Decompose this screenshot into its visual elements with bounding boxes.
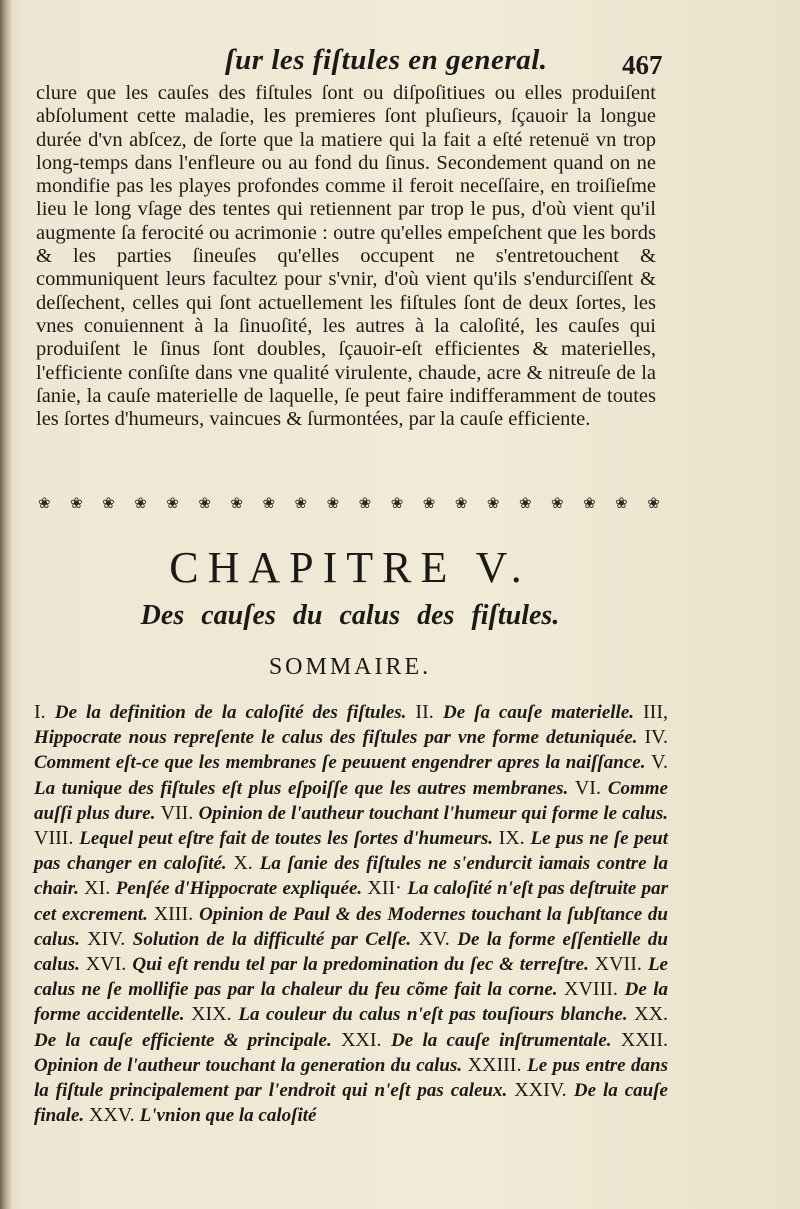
- sommaire-item-number: III,: [643, 701, 668, 723]
- sommaire-item-text: Comment eſt-ce que les membranes ſe peuuent engendrer apres la naiſſance.: [34, 752, 652, 774]
- sommaire-item-number: VI.: [574, 776, 608, 799]
- sommaire-item-text: L'vnion que la caloſité: [139, 1105, 317, 1127]
- sommaire-item-text: De la cauſe inſtrumentale.: [391, 1029, 621, 1051]
- fleuron-ornament: ❀: [198, 494, 211, 512]
- sommaire-item-text: De la definition de la caloſité des fiſtules.: [54, 702, 416, 723]
- sommaire-item-number: XIII.: [153, 902, 200, 925]
- sommaire-item-number: XI.: [84, 877, 116, 900]
- sommaire-item-text: De la cauſe efficiente & principale.: [34, 1029, 341, 1051]
- sommaire-item-text: Opinion de Paul & des Modernes touchant la ſubſtance du calus.: [34, 903, 668, 950]
- sommaire-item-number: X.: [233, 852, 260, 875]
- sommaire-item-number: V.: [651, 751, 668, 774]
- sommaire-item-number: XVI.: [85, 953, 133, 976]
- sommaire-item-text: De la cauſe finale.: [34, 1080, 668, 1127]
- fleuron-ornament: ❀: [166, 494, 179, 512]
- sommaire-item-text: La caloſité n'eſt pas deſtruite par cet excrement.: [34, 878, 668, 925]
- ornamental-rule: [38, 494, 660, 512]
- fleuron-ornament: ❀: [38, 494, 51, 512]
- sommaire-item-text: De la forme accidentelle.: [34, 979, 669, 1026]
- fleuron-ornament: ❀: [134, 494, 147, 512]
- sommaire-item-text: Opinion de l'autheur touchant l'humeur qui forme le calus.: [198, 802, 669, 824]
- fleuron-ornament: ❀: [390, 494, 404, 512]
- sommaire-item-number: II.: [415, 701, 443, 723]
- sommaire-item-number: I.: [34, 701, 55, 723]
- page-header: [0, 44, 800, 84]
- sommaire-item-text: Hippocrate nous repreſente le calus des fiſtules par vne forme detuniquée.: [34, 727, 645, 749]
- sommaire-item-number: XII·: [367, 877, 408, 900]
- fleuron-ornament: ❀: [326, 494, 340, 512]
- page-number: 467: [622, 50, 663, 80]
- body-paragraph: clure que les cauſes des fiſtules ſont ou diſpoſitiues ou elles produiſent abſolument cette maladie, les premieres ſont pluſieurs, ſçauoir la longue durée d'vn abſcez, de ſorte que la matiere qui la fait a eſté retenuë vn trop long-temps dans l'enfleure ou au fond du ſinus. Secondement quand on ne mondifie pas les playes profondes comme il feroit neceſſaire, en troiſieſme lieu le long vſage des tentes qui retiennent par trop le pus, d'où vient qu'il augmente ſa ferocité ou acrimonie : outre qu'elles empeſchent que les bords & les parties ſineuſes qu'elles occupent ne s'entretouchent & communiquent leurs facultez pour s'vnir, d'où vient qu'ils s'endurciſſent & deſſechent, celles qui ſont actuellement les fiſtules ſont de deux ſortes, les vnes conuiennent à la ſinuoſité, les autres à la caloſité, les cauſes qui produiſent le ſinus ſont doubles, ſçauoir-eſt efficientes & materielles, l'efficiente conſiſte dans vne qualité virulente, chaude, acre & nitreuſe de la ſanie, la cauſe materielle de laquelle, ſe peut faire indifferamment de toutes les ſortes d'humeurs, vaincues & ſurmontées, par la cauſe efficiente.: [36, 82, 656, 431]
- sommaire-heading: SOMMAIRE.: [268, 654, 432, 680]
- sommaire-item-number: XX.: [634, 1003, 669, 1026]
- sommaire-item-number: IV.: [644, 726, 668, 749]
- fleuron-ornament: ❀: [583, 494, 596, 512]
- sommaire-item-number: XVII.: [594, 953, 648, 976]
- sommaire-item-text: Le calus ne ſe mollifie pas par la chaleur du feu cõme fait la corne.: [34, 954, 668, 1001]
- sommaire-item-text: Penſée d'Hippocrate expliquée.: [115, 878, 368, 900]
- sommaire-item-text: Lequel peut eſtre fait de toutes les ſortes d'humeurs.: [79, 828, 499, 850]
- sommaire-item-number: XXII.: [620, 1028, 668, 1051]
- sommaire-item-text: La ſanie des fiſtules ne s'endurcit iamais contre la chair.: [34, 853, 668, 900]
- sommaire-item-number: VIII.: [34, 827, 80, 850]
- sommaire-item-number: XXV.: [88, 1104, 140, 1127]
- sommaire-item-text: Solution de la difficulté par Celſe.: [132, 928, 419, 950]
- sommaire-item-text: La couleur du calus n'eſt pas touſiours blanche.: [238, 1004, 635, 1026]
- running-head: ſur les fiſtules en general.: [225, 44, 548, 76]
- fleuron-ornament: ❀: [358, 494, 372, 512]
- fleuron-ornament: ❀: [294, 494, 308, 512]
- sommaire-list: [34, 700, 668, 1128]
- fleuron-ornament: ❀: [551, 494, 564, 512]
- sommaire-item-text: De la forme eſſentielle du calus.: [34, 928, 668, 976]
- sommaire-item-text: Qui eſt rendu tel par la predomination du ſec & terreſtre.: [132, 954, 595, 976]
- sommaire-item-number: IX.: [498, 827, 531, 850]
- sommaire-item-number: XVIII.: [564, 978, 625, 1001]
- fleuron-ornament: ❀: [454, 494, 468, 512]
- fleuron-ornament: ❀: [70, 494, 83, 512]
- sommaire-item-text: Le pus ne ſe peut pas changer en caloſité.: [34, 828, 668, 875]
- sommaire-item-number: XV.: [418, 927, 458, 950]
- sommaire-item-text: La tunique des fiſtules eſt plus eſpoiſſe que les autres membranes.: [34, 777, 575, 799]
- chapter-title: CHAPITRE V.: [169, 543, 531, 592]
- fleuron-ornament: ❀: [262, 494, 276, 512]
- sommaire-item-text: Le pus entre dans la fiſtule principalement par l'endroit qui n'eſt pas caleux.: [34, 1054, 669, 1102]
- fleuron-ornament: ❀: [647, 494, 660, 512]
- fleuron-ornament: ❀: [102, 494, 115, 512]
- body-text-block: [36, 82, 656, 431]
- fleuron-ornament: ❀: [486, 494, 500, 512]
- fleuron-ornament: ❀: [615, 494, 628, 512]
- sommaire-item-number: XXIII.: [467, 1053, 528, 1076]
- sommaire-item-number: XIV.: [87, 927, 133, 950]
- fleuron-ornament: ❀: [422, 494, 436, 512]
- sommaire-item-text: Opinion de l'autheur touchant la generation du calus.: [34, 1054, 468, 1076]
- fleuron-ornament: ❀: [230, 494, 243, 512]
- chapter-subtitle: Des cauſes du calus des fiſtules.: [140, 600, 560, 631]
- sommaire-item-text: Comme auſſi plus dure.: [34, 777, 668, 824]
- sommaire-item-number: XXI.: [340, 1028, 392, 1051]
- sommaire-paragraph: [34, 700, 668, 1128]
- sommaire-item-text: De ſa cauſe materielle.: [442, 702, 643, 723]
- sommaire-item-number: XXIV.: [514, 1079, 574, 1102]
- sommaire-item-number: VII.: [160, 801, 199, 824]
- sommaire-item-number: XIX.: [191, 1003, 239, 1026]
- fleuron-ornament: ❀: [518, 494, 532, 512]
